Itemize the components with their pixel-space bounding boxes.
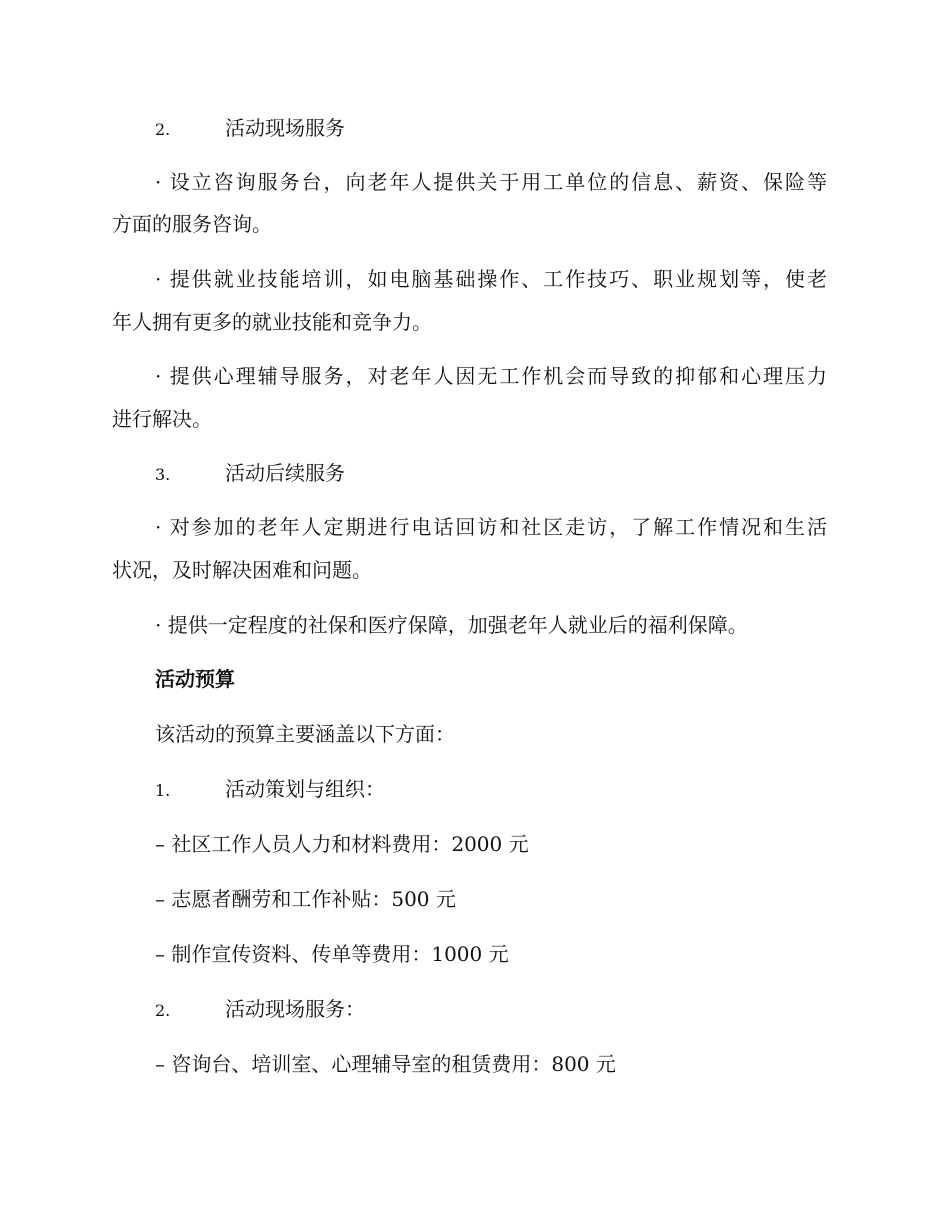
bullet-followup-line1: · 对参加的老年人定期进行电话回访和社区走访，了解工作情况和生活 <box>155 515 827 539</box>
bullet-counseling-line1: · 提供心理辅导服务，对老年人因无工作机会而导致的抑郁和心理压力 <box>155 364 827 388</box>
bullet-training-line1: · 提供就业技能培训，如电脑基础操作、工作技巧、职业规划等，使老 <box>155 267 827 291</box>
bullet-consultation-line2: 方面的服务咨询。 <box>112 212 272 236</box>
section-heading-followup-service <box>155 463 870 485</box>
budget-line-volunteers: – 志愿者酬劳和工作补贴：500 元 <box>155 887 456 911</box>
bullet-consultation-line1: · 设立咨询服务台，向老年人提供关于用工单位的信息、薪资、保险等 <box>155 170 827 194</box>
bullet-welfare: · 提供一定程度的社保和医疗保障，加强老年人就业后的福利保障。 <box>155 613 748 637</box>
item-title: 活动现场服务： <box>225 997 365 1021</box>
item-title: 活动策划与组织： <box>225 777 385 801</box>
budget-line-staff: – 社区工作人员人力和材料费用：2000 元 <box>155 832 529 856</box>
budget-item-planning-heading <box>155 779 870 801</box>
item-number: 2. <box>155 1001 171 1020</box>
budget-heading: 活动预算 <box>155 667 235 691</box>
budget-item-onsite-heading <box>155 999 870 1021</box>
budget-line-rental: – 咨询台、培训室、心理辅导室的租赁费用：800 元 <box>155 1052 616 1076</box>
section-title: 活动后续服务 <box>225 461 345 485</box>
section-title: 活动现场服务 <box>225 116 345 140</box>
section-number: 3. <box>155 465 171 484</box>
item-number: 1. <box>155 781 171 800</box>
section-heading-onsite-service <box>155 118 870 140</box>
bullet-counseling-line2: 进行解决。 <box>112 407 212 431</box>
section-number: 2. <box>155 120 171 139</box>
bullet-training-line2: 年人拥有更多的就业技能和竞争力。 <box>112 310 432 334</box>
bullet-followup-line2: 状况，及时解决困难和问题。 <box>112 558 372 582</box>
budget-intro: 该活动的预算主要涵盖以下方面： <box>155 722 455 746</box>
budget-line-materials: – 制作宣传资料、传单等费用：1000 元 <box>155 942 509 966</box>
